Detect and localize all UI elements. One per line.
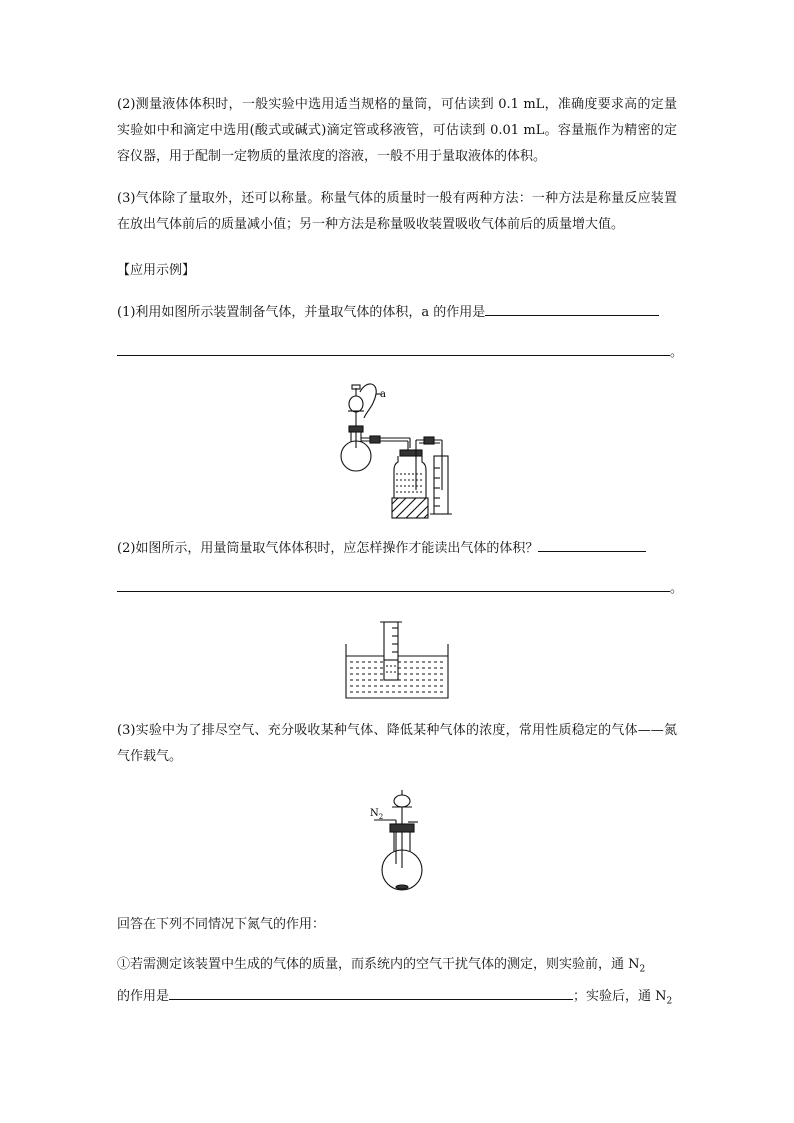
subscript-2: 2 <box>639 964 646 975</box>
paragraph-2: (2)测量液体体积时，一般实验中选用适当规格的量筒，可估读到 0.1 mL，准确度要求高的定量实验如中和滴定中选用(酸式或碱式)滴定管或移液管，可估读到 0.01 mL。容量瓶作为精密的定容仪器，用于配制一定物质的量浓度的溶液，一般不用于量取液体的体积。 <box>117 97 677 164</box>
label-n2 <box>370 808 383 821</box>
subscript-2: 2 <box>666 996 673 1007</box>
question-3: (3)实验中为了排尽空气、充分吸收某种气体、降低某种气体的浓度，常用性质稳定的气体——氮气作载气。 <box>117 723 677 764</box>
figure-2-trough <box>344 616 450 700</box>
label-a: a <box>380 389 386 400</box>
answer-blank[interactable] <box>485 301 659 316</box>
question-1-text: (1)利用如图所示装置制备气体，并量取气体的体积，a 的作用是 <box>117 305 486 320</box>
label-n2-text: N <box>370 808 379 819</box>
answer-blank[interactable] <box>169 985 573 1000</box>
answer-blank[interactable] <box>117 577 670 592</box>
prompt-text: 回答在下列不同情况下氮气的作用： <box>117 917 326 932</box>
answer-blank[interactable] <box>538 537 646 552</box>
sub-question-1-prefix: 的作用是 <box>117 989 170 1004</box>
question-2-line2 <box>117 577 684 599</box>
answer-blank[interactable] <box>117 341 670 356</box>
sub-question-1 <box>117 955 677 980</box>
figure-1-apparatus <box>330 378 465 520</box>
end-mark: 。 <box>670 581 684 596</box>
sub-question-1-line2 <box>117 985 677 1012</box>
question-2-text: (2)如图所示，用量筒量取气体体积时，应怎样操作才能读出气体的体积？ <box>117 541 539 556</box>
question-2 <box>117 537 677 559</box>
end-mark: 。 <box>670 345 684 360</box>
figure-3-n2-flask <box>368 788 434 894</box>
question-1 <box>117 301 677 323</box>
sub-question-1-text: ①若需测定该装置中生成的气体的质量，而系统内的空气干扰气体的测定，则实验前，通 N <box>117 957 640 972</box>
label-n2-subscript: 2 <box>378 813 384 821</box>
sub-question-1-mid: ；实验后，通 N <box>573 989 667 1004</box>
section-title: 【应用示例】 <box>117 263 196 278</box>
paragraph-3: (3)气体除了量取外，还可以称量。称量气体的质量时一般有两种方法：一种方法是称量反应装置在放出气体前后的质量减小值；另一种方法是称量吸收装置吸收气体前后的质量增大值。 <box>117 191 677 232</box>
question-1-line2 <box>117 341 684 363</box>
